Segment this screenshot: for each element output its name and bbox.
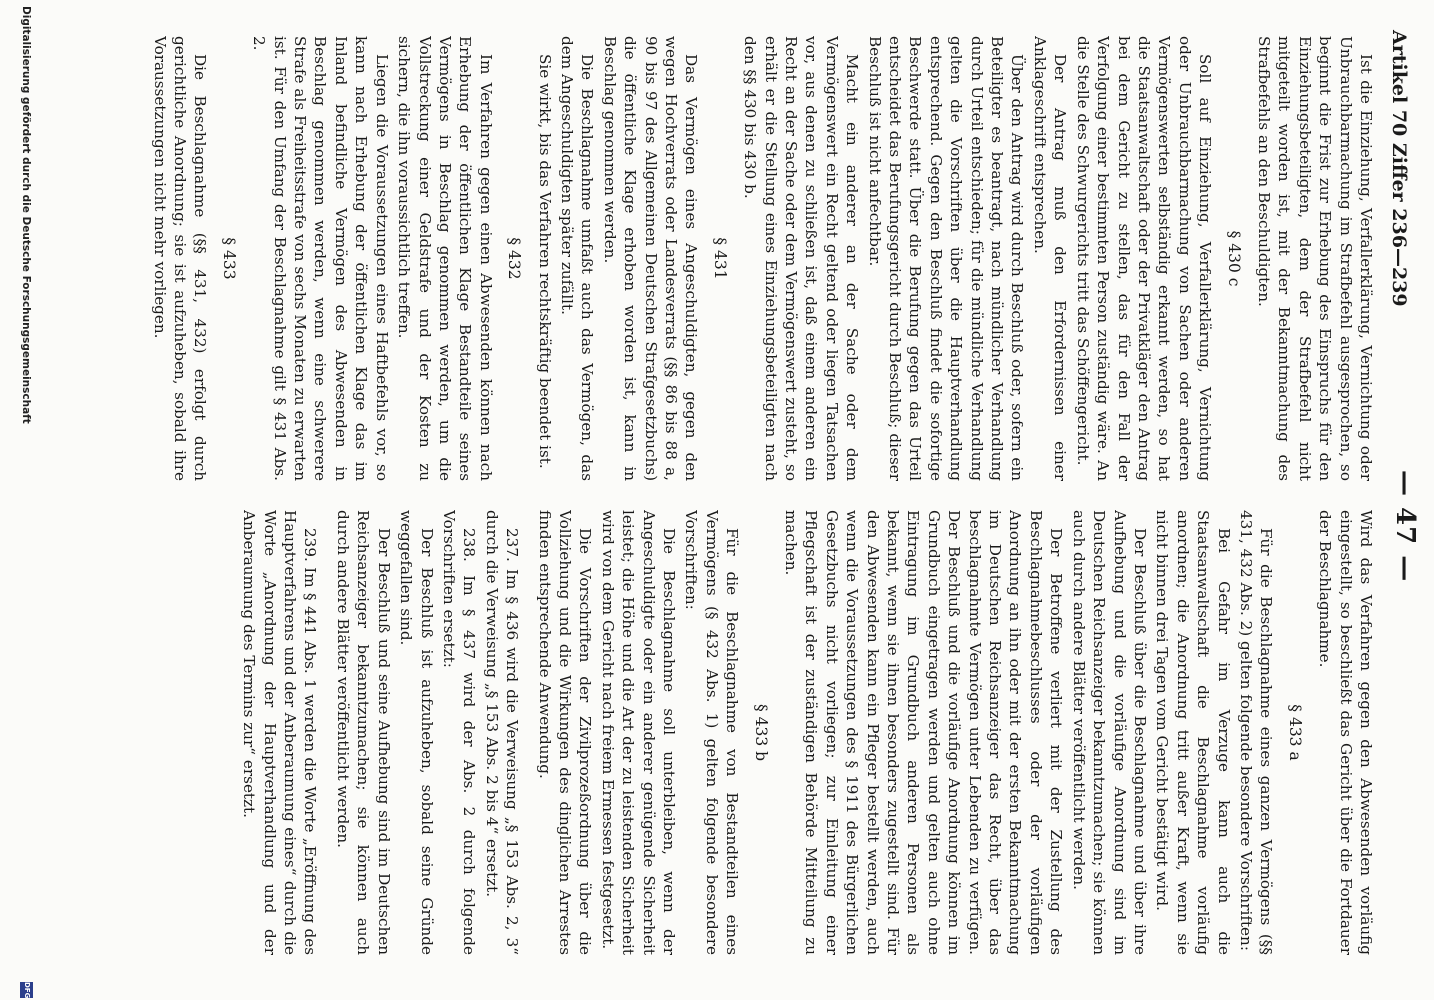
article-header: Artikel 70 Ziffer 236—239 xyxy=(1388,30,1410,307)
paragraph: Die Beschlagnahme umfaßt auch das Vermögen, das dem Angeschuldigten später zufällt. xyxy=(557,36,597,481)
paragraph: Das Vermögen eines Angeschuldigten, gegen den wegen Hochverrats oder Landesverrats (§§ 86 bis 88 a, 90 bis 97 des Allgemeinen Deutschen Strafgesetzbuchs) die öffentliche Klage erhoben worden ist, kann in Beschlag genommen werden. xyxy=(600,36,701,481)
paragraph: Für die Beschlagnahme von Bestandteilen eines Vermögens (§ 432 Abs. 1) gelten folgende besondere Vorschriften: xyxy=(682,510,742,955)
paragraph: Der Betroffene verliert mit der Zustellung des Beschlagnahmebeschlusses oder der vorläufigen Anordnung an ihn oder mit der ersten Bekanntmachung im Deutschen Reichsanzeiger das Recht, über das beschlagnahmte Vermögen unter Lebenden zu verfügen. Der Beschluß und die vorläufige Anordnung können im Grundbuch eingetragen werden und gelten auch ohne Eintragung im Grundbuch anderen Personen als bekannt, wenn sie ihnen besonders zugestellt sind. Für den Abwesenden kann ein Pfleger bestellt werden, auch wenn die Voraussetzungen des § 1911 des Bürgerlichen Gesetzbuchs nicht vorliegen; zur Einleitung einer Pflegschaft ist der zuständigen Behörde Mitteilung zu machen. xyxy=(782,510,1066,955)
paragraph: Der Beschluß und seine Aufhebung sind im Deutschen Reichsanzeiger bekanntzumachen; sie können auch durch andere Blätter veröffentlicht werden. xyxy=(333,510,393,955)
paragraph: 237. Im § 436 wird die Verweisung „§ 153 Abs. 2, 3“ durch die Verweisung „§ 153 Abs. 2 bis 4“ ersetzt. xyxy=(482,510,522,955)
paragraph: Der Beschluß ist aufzuheben, sobald seine Gründe weggefallen sind. xyxy=(397,510,436,955)
section-heading: § 433 b xyxy=(751,703,770,762)
paragraph: Für die Beschlagnahme eines ganzen Vermögens (§§ 431, 432 Abs. 2) gelten folgende besondere Vorschriften: xyxy=(1236,510,1276,955)
paragraph: Die Vorschriften der Zivilprozeßordnung über die Vollziehung und die Wirkungen des dinglichen Arrestes finden entsprechende Anwendung. xyxy=(535,510,595,955)
paragraph: Wird das Verfahren gegen den Abwesenden vorläufig eingestellt, so beschließt das Gericht über die Fortdauer der Beschlagnahme. xyxy=(1316,510,1375,955)
paragraph: 238. Im § 437 wird der Abs. 2 durch folgende Vorschriften ersetzt: xyxy=(439,510,479,955)
paragraph: Macht ein anderer an der Sache oder dem Vermögenswert ein Recht geltend oder liegen Tatsachen vor, aus denen zu schließen ist, daß einem anderen ein Recht an der Sache oder dem Vermögenswert zusteht, so erhält er die Stellung eines Einziehungsbeteiligten nach den §§ 430 bis 430 b. xyxy=(741,36,862,481)
dfg-logo-icon: DFG xyxy=(20,982,33,998)
spacer xyxy=(522,510,532,955)
section-heading: § 433 a xyxy=(1285,704,1304,761)
paragraph: Die Beschlagnahme soll unterbleiben, wenn der Angeschuldigte oder ein anderer genügende Sicherheit leistet; die Höhe und die Art der zu leistenden Sicherheit wird von dem Gericht nach freiem Ermessen festgesetzt. xyxy=(598,510,678,955)
paragraph: Liegen die Voraussetzungen eines Haftbefehls vor, so kann nach Erhebung der öffentlichen Klage das im Inland befindliche Vermögen des Abwesenden in Beschlag genommen werden, wenn eine schwerere Strafe als Freiheitsstrafe von sechs Monaten zu erwarten ist. Für den Umfang der Beschlagnahme gilt § 431 Abs. 2. xyxy=(250,36,391,481)
digitization-footer xyxy=(14,0,36,1000)
paragraph: 239. Im § 441 Abs. 1 werden die Worte „Eröffnung des Hauptverfahrens und der Anberaumung eines“ durch die Worte „Anordnung der Hauptverhandlung und der Anberaumung des Termins zur“ ersetzt. xyxy=(240,510,320,955)
spacer xyxy=(321,510,331,955)
paragraph: Im Verfahren gegen einen Abwesenden können nach Erhebung der öffentlichen Klage Bestandteile seines Vermögens in Beschlag genommen werden, um die Vollstreckung einer Geldstrafe und der Kosten zu sichern, die ihn voraussichtlich treffen. xyxy=(395,36,495,481)
section-heading: § 430 c xyxy=(1224,230,1243,287)
paragraph: Die Beschlagnahme (§§ 431, 432) erfolgt durch gerichtliche Anordnung; sie ist aufzuheben, sobald ihre Voraussetzungen nicht mehr vorliegen. xyxy=(150,36,210,481)
section-heading: § 431 xyxy=(710,237,729,280)
paragraph: Soll auf Einziehung, Verfallerklärung, Vernichtung oder Unbrauchbarmachung von Sachen oder anderen Vermögenswerten selbständig erkannt werden, so hat die Staatsanwaltschaft oder der Privatkläger den Antrag bei dem Gericht zu stellen, das für den Fall der Verfolgung einer bestimmten Person zuständig wäre. An die Stelle des Schwurgerichts tritt das Schöffengericht. xyxy=(1073,36,1215,481)
text-column-second xyxy=(36,510,1376,955)
paragraph: Sie wirkt, bis das Verfahren rechtskräftig beendet ist. xyxy=(535,54,554,469)
text-column-first xyxy=(36,36,1376,481)
paragraph: Bei Gefahr im Verzuge kann auch die Staatsanwaltschaft die Beschlagnahme vorläufig anordnen; die Anordnung tritt außer Kraft, wenn sie nicht binnen drei Tagen vom Gericht bestätigt wird. xyxy=(1153,510,1233,955)
section-heading: § 433 xyxy=(219,237,238,280)
paragraph: Der Beschluß über die Beschlagnahme und über ihre Aufhebung und die vorläufige Anordnung sind im Deutschen Reichsanzeiger bekanntzumachen; sie können auch durch andere Blätter veröffentlicht werden. xyxy=(1069,510,1149,955)
footer-credit: Digitalisierung gefördert durch die Deutsche Forschungsgemeinschaft xyxy=(20,6,32,424)
page-number: — 47 — xyxy=(1390,470,1420,583)
section-heading: § 432 xyxy=(505,237,524,280)
paragraph: Der Antrag muß den Erfordernissen einer Anklageschrift entsprechen. xyxy=(1030,36,1070,481)
paragraph: Über den Antrag wird durch Beschluß oder, sofern ein Beteiligter es beantragt, nach mündlicher Verhandlung durch Urteil entschieden; für die mündliche Verhandlung gelten die Vorschriften über die Hauptverhandlung entsprechend. Gegen den Beschluß findet die sofortige Beschwerde statt. Über die Berufung gegen das Urteil entscheidet das Berufungsgericht durch Beschluß; dieser Beschluß ist nicht anfechtbar. xyxy=(865,36,1027,481)
paragraph: Ist die Einziehung, Verfallerklärung, Vernichtung oder Unbrauchbarmachung im Strafbefehl ausgesprochen, so beginnt die Frist zur Erhebung des Einspruchs für den Einziehungsbeteiligten, dem der Strafbefehl nicht mitgeteilt worden ist, mit der Bekanntmachung des Strafbefehls an den Beschuldigten. xyxy=(1254,36,1375,481)
